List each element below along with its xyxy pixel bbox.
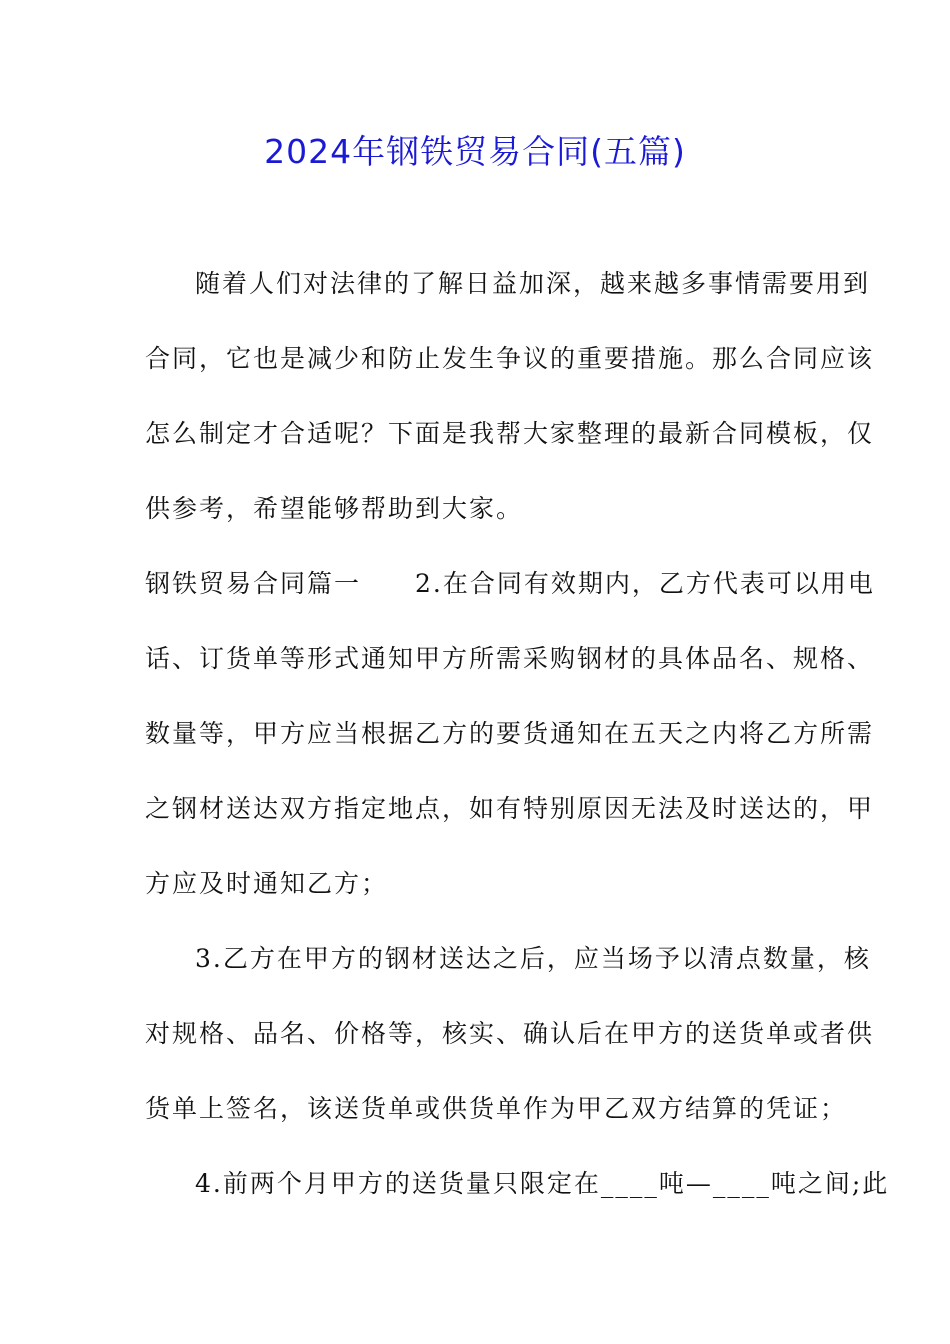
line-text: 钢铁贸易合同篇一 2.在合同有效期内，乙方代表可以用电 <box>145 569 875 598</box>
line-text: 合同，它也是减少和防止发生争议的重要措施。那么合同应该 <box>145 344 875 373</box>
text-line <box>145 1089 848 1164</box>
line-text: 对规格、品名、价格等，核实、确认后在甲方的送货单或者供 <box>145 1019 875 1048</box>
text-line <box>145 639 875 714</box>
line-text: 3.乙方在甲方的钢材送达之后，应当场予以清点数量，核 <box>195 944 871 973</box>
text-line <box>145 339 875 414</box>
line-text: 方应及时通知乙方； <box>145 869 389 898</box>
line-text: 怎么制定才合适呢？下面是我帮大家整理的最新合同模板，仅 <box>145 419 875 448</box>
text-line <box>145 714 875 789</box>
line-text: 供参考，希望能够帮助到大家。 <box>145 494 524 523</box>
line-text: 货单上签名，该送货单或供货单作为甲乙双方结算的凭证； <box>145 1094 848 1123</box>
text-line <box>145 1164 890 1239</box>
text-line <box>145 1014 875 1089</box>
line-text: 话、订货单等形式通知甲方所需采购钢材的具体品名、规格、 <box>145 644 875 673</box>
line-text: 4.前两个月甲方的送货量只限定在____吨—____吨之间;此 <box>195 1169 890 1198</box>
text-line <box>145 789 875 864</box>
text-line <box>145 489 805 564</box>
document-title: 2024年钢铁贸易合同(五篇) <box>264 132 686 171</box>
text-line <box>145 564 875 639</box>
text-line <box>145 414 875 489</box>
line-text: 数量等，甲方应当根据乙方的要货通知在五天之内将乙方所需 <box>145 719 875 748</box>
text-line <box>145 264 871 339</box>
document-body <box>145 264 890 1239</box>
text-line <box>145 864 805 939</box>
text-line <box>145 939 871 1014</box>
line-text: 随着人们对法律的了解日益加深，越来越多事情需要用到 <box>195 269 871 298</box>
line-text: 之钢材送达双方指定地点，如有特别原因无法及时送达的，甲 <box>145 794 875 823</box>
